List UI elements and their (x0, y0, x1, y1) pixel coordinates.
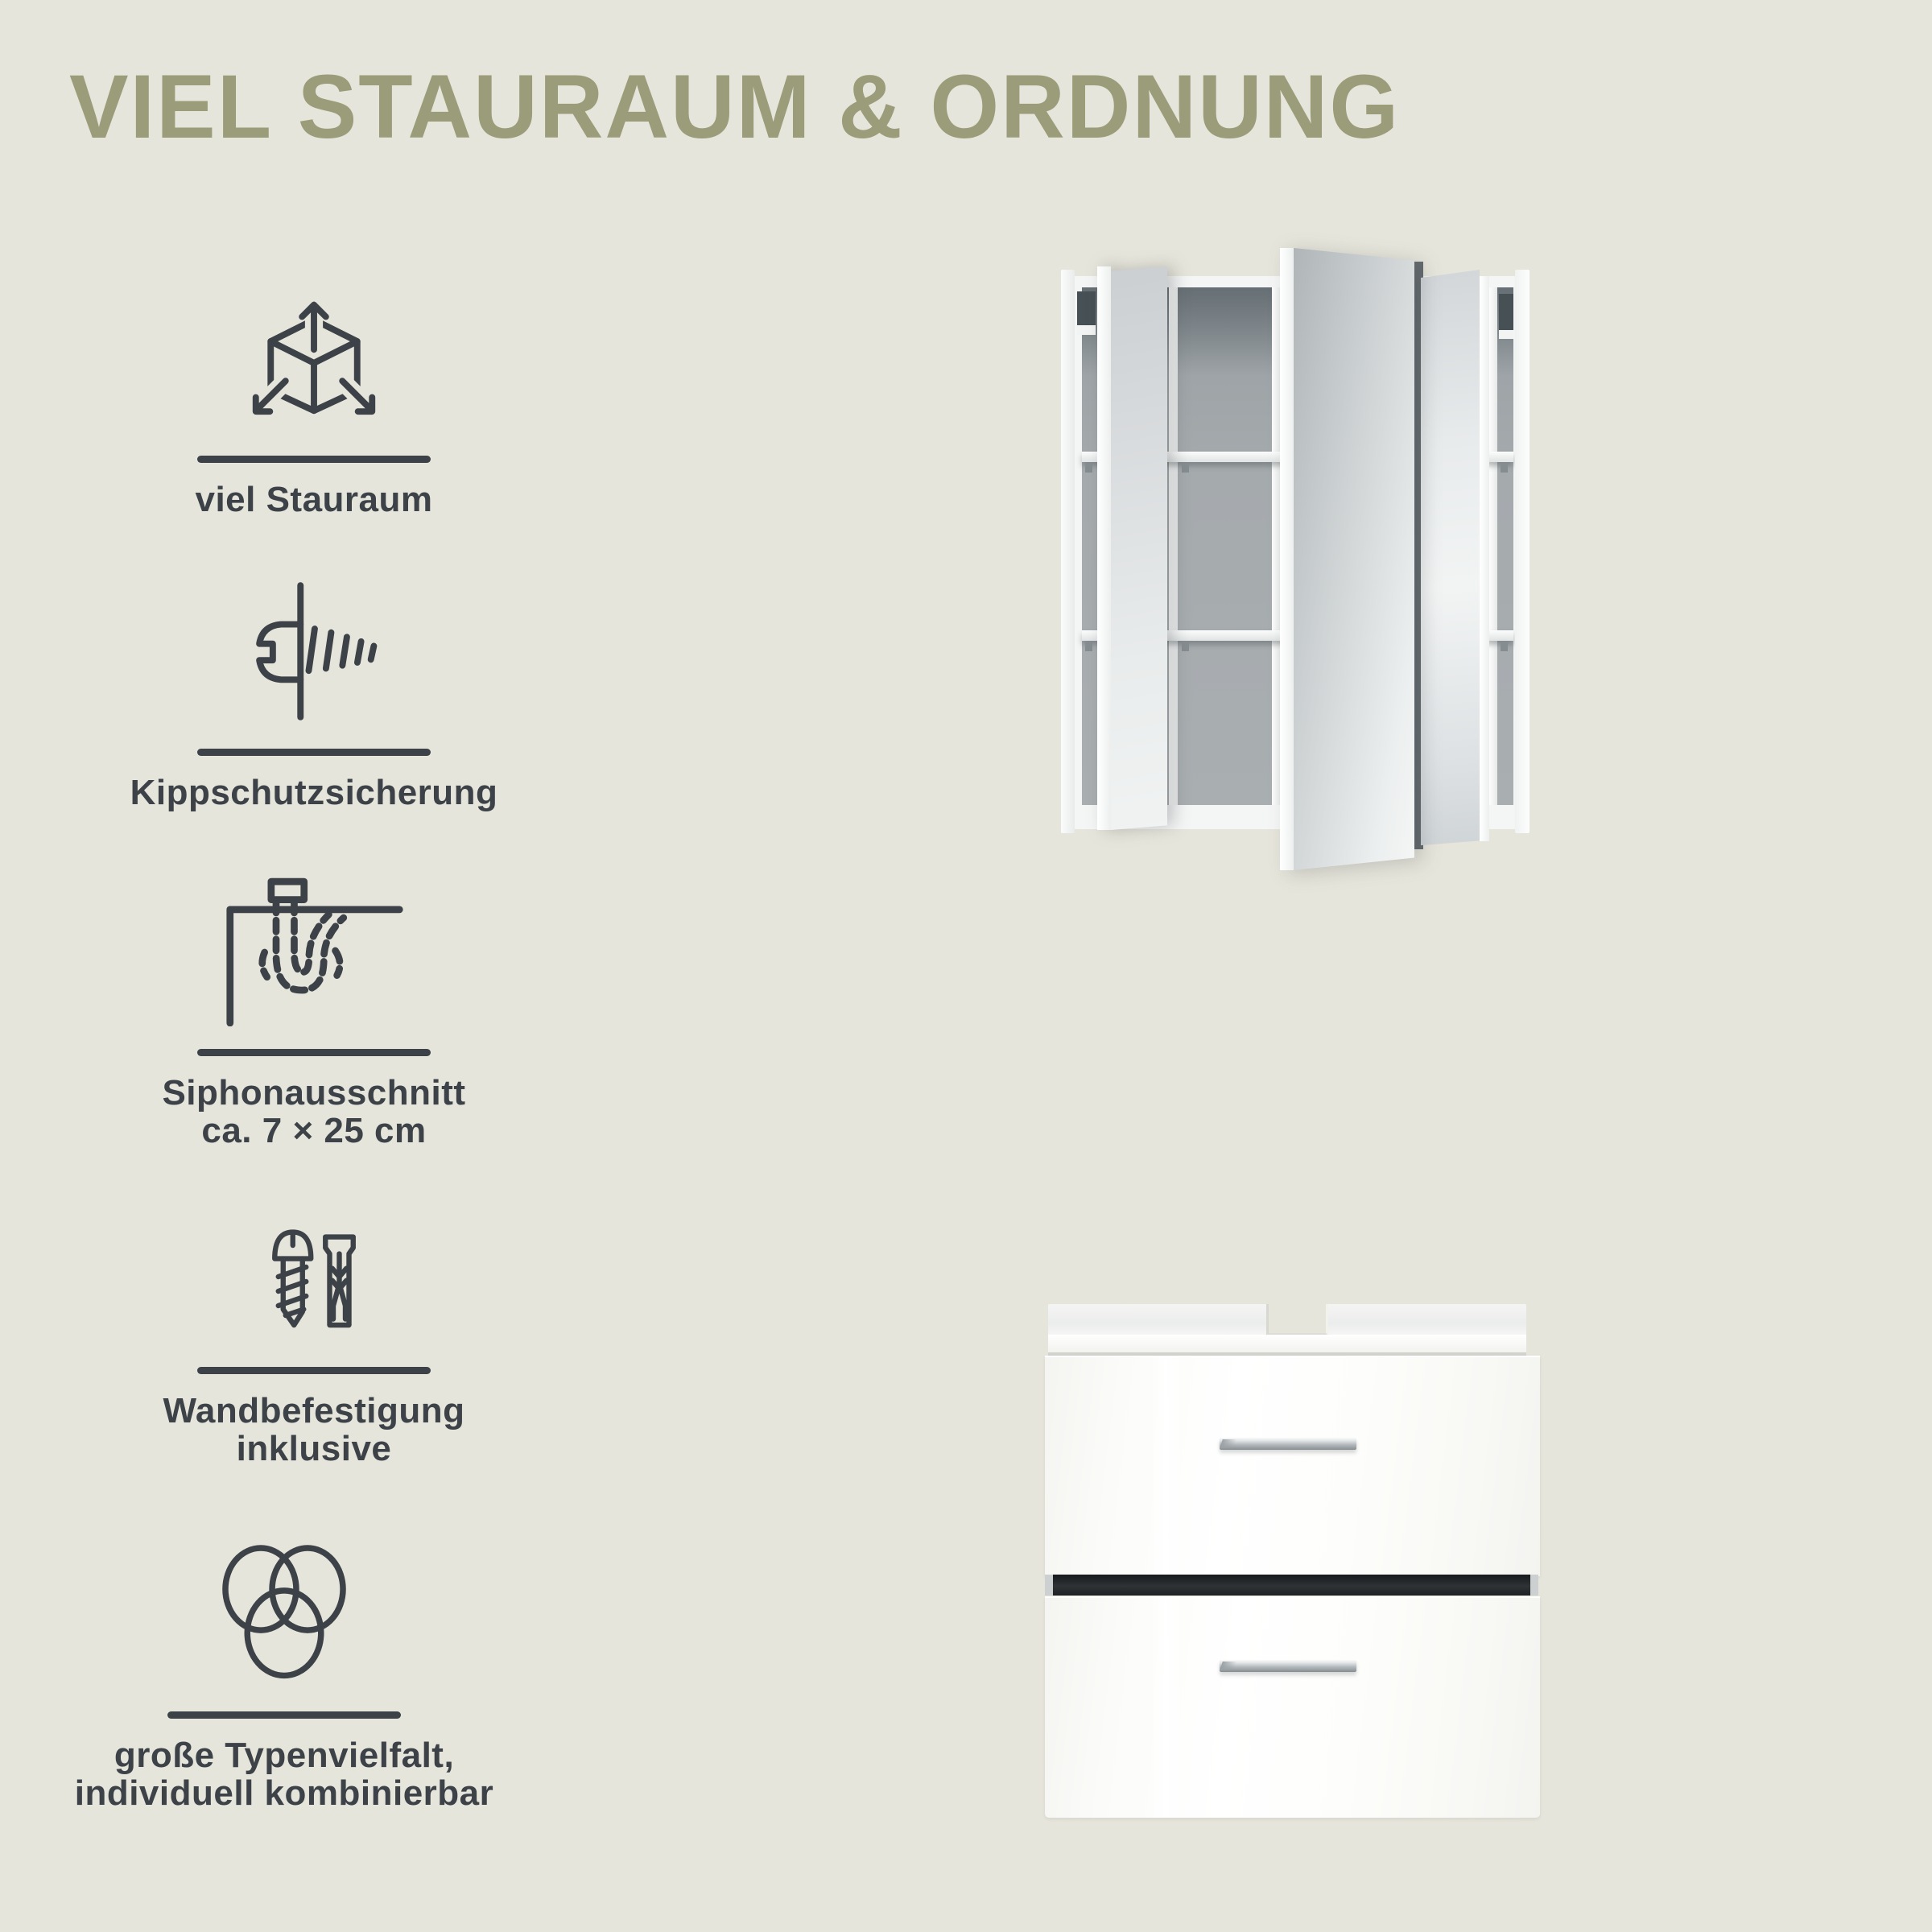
feature-label-line: Siphonausschnitt (162, 1073, 466, 1113)
gloss-reflection (1149, 1598, 1183, 1818)
feature-label-line: individuell kombinierbar (74, 1773, 494, 1813)
feature-label-line: ca. 7 × 25 cm (201, 1111, 427, 1150)
mirror-glass (1421, 270, 1480, 848)
feature-label-line: viel Stauraum (195, 480, 433, 519)
shelf-clip (1085, 642, 1092, 651)
hinge-bracket (1077, 325, 1096, 335)
shelf-clip (1182, 464, 1189, 473)
mirror-door-left (1097, 266, 1167, 830)
overlapping-circles-icon (213, 1538, 355, 1689)
door-edge (1280, 248, 1294, 870)
drawer-handle-upper (1220, 1438, 1356, 1450)
icon-wrap (80, 576, 547, 726)
drawer-gap (1053, 1575, 1530, 1596)
vanity-top-panel (1048, 1304, 1526, 1336)
feature-label-line: große Typenvielfalt, (114, 1736, 455, 1775)
feature-item-kippschutz (80, 576, 547, 811)
cabinet-divider-wall (1489, 287, 1497, 805)
door-edge (1097, 266, 1111, 830)
mirror-glass (1111, 266, 1167, 830)
divider (197, 456, 431, 463)
anti-tilt-screw-icon (246, 576, 382, 726)
feature-label-line: Wandbefestigung (163, 1391, 465, 1430)
shelf-clip (1085, 464, 1092, 473)
icon-wrap (80, 291, 547, 433)
drawer-runner-left (1045, 1575, 1053, 1596)
mirror-door-center-open (1280, 248, 1414, 870)
screw-and-dowel-icon (262, 1224, 365, 1344)
icon-wrap (80, 881, 547, 1026)
feature-label (80, 1074, 547, 1150)
divider (167, 1711, 401, 1719)
page-title: VIEL STAURAUM & ORDNUNG (69, 56, 1401, 157)
cabinet-divider-wall (1169, 287, 1178, 805)
siphon-cutout-icon (222, 877, 406, 1026)
icon-wrap (51, 1536, 518, 1689)
feature-label (80, 774, 547, 811)
shelf-clip (1182, 642, 1189, 651)
gloss-reflection (1149, 1357, 1183, 1576)
cabinet-side-panel-right (1515, 270, 1530, 833)
hinge-bracket (1499, 330, 1513, 339)
shelf-clip (1501, 642, 1508, 651)
mirror-cabinet-image (1061, 246, 1530, 873)
drawer-runner-right (1530, 1575, 1538, 1596)
hinge-recess (1077, 291, 1096, 325)
feature-label-line: Kippschutzsicherung (130, 773, 498, 812)
divider (197, 749, 431, 756)
feature-label (80, 1392, 547, 1468)
divider (197, 1367, 431, 1374)
vanity-drawer-upper (1045, 1356, 1540, 1576)
mirror-door-right (1421, 270, 1489, 848)
drawer-handle-lower (1220, 1660, 1356, 1672)
door-edge (1480, 276, 1489, 841)
icon-wrap (80, 1224, 547, 1344)
divider (197, 1049, 431, 1056)
vanity-top-panel-front (1048, 1335, 1526, 1352)
feature-item-stauraum (80, 291, 547, 518)
washbasin-vanity-image (1045, 1304, 1540, 1819)
feature-label (80, 481, 547, 518)
mirror-glass (1294, 248, 1414, 870)
cabinet-side-panel-left (1061, 270, 1075, 833)
feature-label-line: inklusive (236, 1429, 392, 1468)
feature-item-siphon (80, 881, 547, 1150)
cube-dimensions-icon (239, 291, 389, 433)
hinge-recess (1499, 294, 1513, 330)
siphon-cutout-notch (1266, 1304, 1328, 1335)
vanity-drawer-lower (1045, 1596, 1540, 1818)
feature-item-wandbefestigung (80, 1224, 547, 1468)
shelf-clip (1501, 464, 1508, 473)
feature-label (51, 1736, 518, 1812)
feature-item-typenvielfalt (51, 1536, 518, 1812)
